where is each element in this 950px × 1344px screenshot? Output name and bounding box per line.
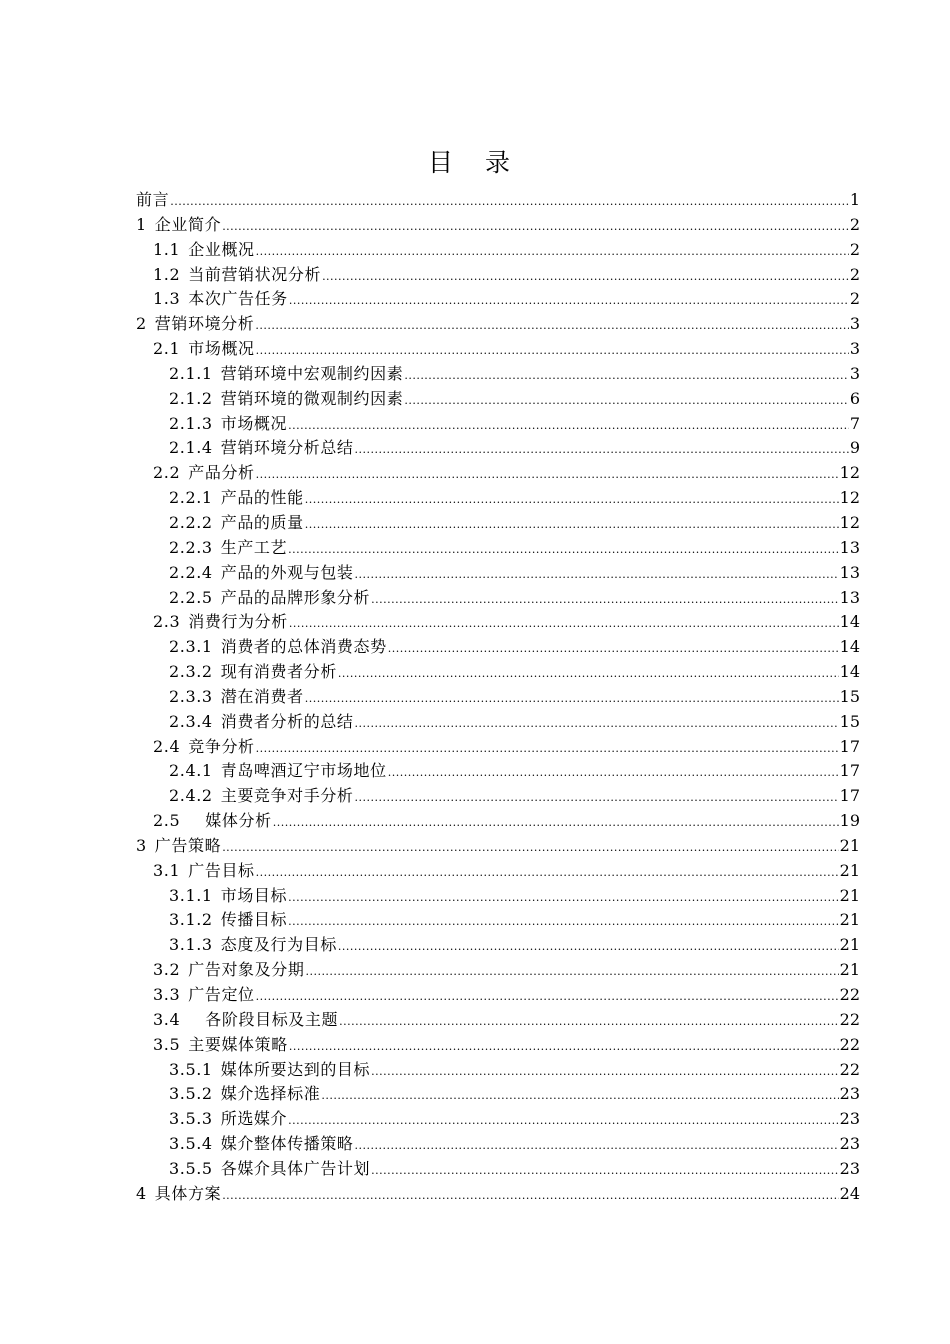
toc-entry-label	[169, 635, 387, 660]
toc-entry-page-number: 22	[839, 1059, 860, 1079]
toc-entry-title: 各媒介具体广告计划	[220, 1158, 371, 1178]
toc-entry-number: 2.2.4	[169, 562, 213, 582]
toc-dot-leader	[256, 861, 839, 886]
toc-entry-title: 产品的质量	[220, 512, 304, 532]
toc-entry-label	[169, 436, 354, 461]
toc-dot-leader	[388, 761, 839, 786]
toc-entry-number: 1.2	[153, 264, 181, 284]
toc-entry-title: 所选媒介	[220, 1109, 288, 1129]
toc-entry-page-number: 13	[839, 537, 860, 557]
toc-entry-label	[169, 1082, 320, 1107]
toc-entry-number: 2.2.3	[169, 537, 213, 557]
toc-entry-page-number: 22	[839, 1034, 860, 1054]
table-of-contents	[136, 188, 860, 1207]
toc-entry-title: 市场概况	[188, 339, 255, 359]
toc-entry-label	[169, 1107, 287, 1132]
toc-entry-2-1-2[interactable]	[136, 387, 860, 412]
toc-entry-number: 3.3	[153, 985, 181, 1004]
toc-entry-number: 2.2.1	[169, 488, 213, 508]
toc-entry-number: 3.5.1	[169, 1059, 213, 1079]
toc-entry-label	[153, 1008, 338, 1033]
toc-entry-number: 2.1	[153, 339, 181, 359]
toc-entry-page-number: 3	[849, 339, 860, 359]
toc-dot-leader	[289, 289, 849, 314]
toc-entry-page-number: 2	[849, 239, 860, 259]
toc-dot-leader	[321, 1084, 838, 1109]
toc-entry-3-1-1[interactable]	[136, 884, 860, 909]
toc-entry-number: 2.4.2	[169, 786, 213, 806]
toc-entry-2-4-1[interactable]	[136, 759, 860, 784]
toc-dot-leader	[256, 463, 839, 488]
toc-entry-title: 媒介选择标准	[220, 1084, 321, 1104]
toc-entry-title: 广告策略	[154, 835, 222, 855]
toc-entry-page-number: 15	[839, 686, 860, 706]
toc-entry-3-1-3[interactable]	[136, 933, 860, 958]
toc-entry-page-number: 14	[839, 662, 860, 682]
toc-entry-number: 1.3	[153, 289, 181, 309]
toc-entry-page-number: 17	[839, 761, 860, 781]
toc-entry-title: 媒体分析	[188, 811, 272, 831]
toc-entry-label	[169, 685, 304, 710]
toc-entry-page-number: 14	[839, 612, 860, 632]
toc-dot-leader	[355, 563, 839, 588]
toc-entry-title: 传播目标	[220, 910, 288, 930]
toc-entry-2-3-1[interactable]	[136, 635, 860, 660]
toc-entry-number: 3.5.4	[169, 1134, 213, 1154]
toc-entry-2-2-2[interactable]	[136, 511, 860, 536]
toc-entry-2-2-3[interactable]	[136, 536, 860, 561]
toc-entry-number: 2.3.1	[169, 637, 213, 657]
toc-entry-page-number: 21	[839, 910, 860, 930]
toc-entry-label	[153, 859, 255, 884]
toc-entry-title: 本次广告任务	[188, 289, 288, 309]
toc-dot-leader	[288, 910, 839, 935]
toc-entry-number: 2.4.1	[169, 761, 213, 781]
toc-entry-number: 3.1	[153, 860, 181, 880]
toc-dot-leader	[170, 190, 849, 215]
toc-dot-leader	[338, 662, 839, 687]
toc-entry-title: 消费行为分析	[188, 612, 288, 632]
toc-entry-number: 3.5.3	[169, 1109, 213, 1129]
toc-entry-number: 3.2	[153, 960, 181, 980]
toc-entry-page-number: 23	[839, 1109, 860, 1129]
toc-entry-2-4[interactable]	[136, 735, 860, 760]
toc-entry-page-number: 21	[839, 960, 860, 980]
toc-entry-label	[169, 362, 403, 387]
toc-dot-leader	[305, 488, 839, 513]
toc-entry-preface[interactable]	[136, 188, 860, 213]
toc-entry-3[interactable]	[136, 834, 860, 859]
toc-entry-label	[169, 511, 304, 536]
toc-entry-label	[169, 660, 337, 685]
toc-entry-label	[153, 735, 255, 760]
toc-entry-label	[169, 561, 354, 586]
toc-entry-title: 营销环境分析总结	[220, 438, 354, 458]
toc-entry-number: 1	[136, 214, 147, 234]
toc-entry-2-3-2[interactable]	[136, 660, 860, 685]
toc-entry-title: 广告定位	[188, 985, 255, 1004]
toc-entry-title: 具体方案	[154, 1183, 222, 1203]
toc-dot-leader	[256, 339, 849, 364]
toc-entry-title: 当前营销状况分析	[188, 264, 322, 284]
toc-entry-label	[136, 1182, 221, 1207]
toc-entry-page-number: 12	[839, 463, 860, 483]
toc-entry-3-5-2[interactable]	[136, 1082, 860, 1107]
toc-entry-label	[169, 1132, 354, 1157]
toc-entry-3-5-4[interactable]	[136, 1132, 860, 1157]
toc-entry-2-3-4[interactable]	[136, 710, 860, 735]
toc-entry-3-5-5[interactable]	[136, 1157, 860, 1182]
toc-entry-2-2-1[interactable]	[136, 486, 860, 511]
toc-entry-page-number: 24	[839, 1183, 860, 1203]
toc-entry-number: 3	[136, 835, 147, 855]
toc-title: 目 录	[428, 148, 522, 177]
toc-entry-2-1[interactable]	[136, 337, 860, 362]
toc-dot-leader	[255, 314, 848, 339]
toc-dot-leader	[404, 364, 848, 389]
toc-dot-leader	[222, 836, 838, 861]
toc-entry-page-number: 17	[839, 786, 860, 806]
toc-entry-1[interactable]	[136, 213, 860, 238]
toc-entry-number: 2	[136, 314, 147, 334]
toc-entry-page-number: 23	[839, 1158, 860, 1178]
toc-entry-number: 3.1.1	[169, 885, 213, 905]
toc-entry-page-number: 21	[839, 835, 860, 855]
toc-dot-leader	[339, 1010, 839, 1035]
toc-entry-2-1-4[interactable]	[136, 436, 860, 461]
toc-entry-4[interactable]	[136, 1182, 860, 1207]
toc-entry-number: 2.1.1	[169, 363, 213, 383]
toc-entry-number: 2.2	[153, 463, 181, 483]
toc-entry-page-number: 3	[849, 363, 860, 383]
toc-entry-label	[169, 908, 287, 933]
toc-dot-leader	[355, 786, 839, 811]
toc-entry-number: 3.5.5	[169, 1158, 213, 1178]
toc-entry-page-number: 17	[839, 736, 860, 756]
toc-entry-number: 3.1.3	[169, 935, 213, 955]
toc-entry-title: 消费者分析的总结	[220, 711, 354, 731]
toc-entry-title: 产品的外观与包装	[220, 562, 354, 582]
toc-dot-leader	[355, 712, 839, 737]
toc-dot-leader	[222, 1184, 838, 1209]
toc-entry-page-number: 1	[849, 190, 860, 209]
toc-entry-number: 2.3.3	[169, 686, 213, 706]
toc-entry-label	[153, 461, 255, 486]
toc-entry-1-3[interactable]	[136, 287, 860, 312]
toc-entry-title: 产品的品牌形象分析	[220, 587, 371, 607]
toc-dot-leader	[305, 687, 839, 712]
toc-entry-number: 2.3	[153, 612, 181, 632]
toc-entry-title: 主要竞争对手分析	[220, 786, 354, 806]
toc-entry-label	[169, 586, 370, 611]
toc-entry-label	[153, 1033, 288, 1058]
toc-entry-label	[153, 610, 288, 635]
toc-entry-number: 3.1.2	[169, 910, 213, 930]
toc-entry-number: 2.2.5	[169, 587, 213, 607]
toc-dot-leader	[355, 1134, 839, 1159]
toc-entry-number: 2.4	[153, 736, 181, 756]
toc-entry-page-number: 21	[839, 860, 860, 880]
toc-entry-number: 3.4	[153, 1009, 181, 1029]
toc-entry-label	[169, 784, 354, 809]
toc-entry-label	[169, 933, 337, 958]
toc-dot-leader	[256, 737, 839, 762]
toc-entry-label	[169, 884, 287, 909]
toc-entry-title: 生产工艺	[220, 537, 288, 557]
toc-dot-leader	[288, 886, 839, 911]
toc-entry-page-number: 6	[849, 388, 860, 408]
toc-entry-title: 市场目标	[220, 885, 288, 905]
toc-entry-page-number: 13	[839, 587, 860, 607]
toc-entry-title: 产品的性能	[220, 488, 304, 508]
toc-entry-label	[169, 710, 354, 735]
toc-entry-page-number: 23	[839, 1084, 860, 1104]
toc-dot-leader	[371, 588, 839, 613]
toc-entry-1-2[interactable]	[136, 263, 860, 288]
toc-dot-leader	[371, 1159, 839, 1184]
toc-entry-2-2[interactable]	[136, 461, 860, 486]
toc-dot-leader	[288, 1109, 839, 1134]
toc-dot-leader	[371, 1060, 839, 1085]
toc-entry-number: 2.1.3	[169, 413, 213, 433]
toc-entry-title: 媒介整体传播策略	[220, 1134, 354, 1154]
toc-entry-label	[153, 263, 321, 288]
toc-entry-title: 市场概况	[220, 413, 288, 433]
toc-dot-leader	[289, 612, 839, 637]
toc-entry-title: 态度及行为目标	[220, 935, 337, 955]
toc-entry-title: 广告目标	[188, 860, 255, 880]
toc-entry-title: 营销环境的微观制约因素	[220, 388, 404, 408]
toc-entry-label	[169, 759, 387, 784]
toc-entry-title: 媒体所要达到的目标	[220, 1059, 371, 1079]
toc-dot-leader	[338, 935, 839, 960]
toc-entry-page-number: 2	[849, 214, 860, 234]
toc-entry-2-2-5[interactable]	[136, 586, 860, 611]
toc-dot-leader	[388, 637, 839, 662]
toc-entry-page-number: 23	[839, 1134, 860, 1154]
toc-entry-title: 竞争分析	[188, 736, 255, 756]
toc-dot-leader	[288, 538, 839, 563]
toc-dot-leader	[404, 389, 848, 414]
toc-entry-page-number: 12	[839, 488, 860, 508]
toc-dot-leader	[222, 215, 849, 240]
toc-entry-title: 主要媒体策略	[188, 1034, 288, 1054]
toc-entry-number: 2.1.4	[169, 438, 213, 458]
toc-entry-page-number: 7	[849, 413, 860, 433]
toc-entry-title: 前言	[136, 190, 170, 209]
toc-entry-3-4[interactable]	[136, 1008, 860, 1033]
toc-entry-label	[153, 958, 304, 983]
toc-entry-page-number: 21	[839, 885, 860, 905]
toc-entry-title: 各阶段目标及主题	[188, 1009, 339, 1029]
toc-entry-2-3-3[interactable]	[136, 685, 860, 710]
toc-entry-3-5-3[interactable]	[136, 1107, 860, 1132]
toc-entry-3-1-2[interactable]	[136, 908, 860, 933]
toc-entry-label	[153, 238, 255, 263]
toc-entry-number: 3.5	[153, 1034, 181, 1054]
toc-entry-label	[153, 337, 255, 362]
toc-entry-label	[169, 387, 403, 412]
toc-entry-page-number: 3	[849, 314, 860, 334]
toc-entry-title: 广告对象及分期	[188, 960, 305, 980]
toc-entry-number: 2.3.2	[169, 662, 213, 682]
toc-entry-2-1-1[interactable]	[136, 362, 860, 387]
toc-entry-page-number: 12	[839, 512, 860, 532]
toc-entry-page-number: 21	[839, 935, 860, 955]
toc-entry-number: 2.2.2	[169, 512, 213, 532]
toc-entry-3-2[interactable]	[136, 958, 860, 983]
toc-entry-title: 营销环境中宏观制约因素	[220, 363, 404, 383]
toc-entry-2-5[interactable]	[136, 809, 860, 834]
toc-dot-leader	[322, 265, 849, 290]
toc-entry-page-number: 2	[849, 264, 860, 284]
toc-entry-label	[169, 412, 287, 437]
toc-entry-title: 企业概况	[188, 239, 255, 259]
toc-entry-label	[136, 188, 169, 213]
toc-entry-2[interactable]	[136, 312, 860, 337]
toc-dot-leader	[305, 960, 838, 985]
toc-entry-number: 1.1	[153, 239, 181, 259]
toc-dot-leader	[256, 985, 839, 1010]
toc-entry-page-number: 13	[839, 562, 860, 582]
toc-entry-label	[136, 213, 221, 238]
toc-entry-page-number: 14	[839, 637, 860, 657]
toc-entry-label	[136, 834, 221, 859]
toc-entry-number: 2.1.2	[169, 388, 213, 408]
toc-entry-page-number: 19	[839, 811, 860, 831]
toc-entry-2-1-3[interactable]	[136, 412, 860, 437]
toc-entry-title: 青岛啤酒辽宁市场地位	[220, 761, 387, 781]
toc-entry-number: 2.5	[153, 811, 181, 831]
toc-entry-label	[169, 536, 287, 561]
toc-entry-number: 3.5.2	[169, 1084, 213, 1104]
toc-entry-page-number: 2	[849, 289, 860, 309]
toc-entry-label	[153, 983, 255, 1008]
toc-entry-title: 营销环境分析	[154, 314, 255, 334]
toc-entry-page-number: 22	[839, 985, 860, 1004]
toc-entry-label	[153, 809, 272, 834]
toc-entry-3-5-1[interactable]	[136, 1058, 860, 1083]
toc-entry-title: 产品分析	[188, 463, 255, 483]
toc-dot-leader	[288, 414, 849, 439]
toc-dot-leader	[305, 513, 839, 538]
toc-dot-leader	[256, 240, 849, 265]
toc-entry-number: 4	[136, 1183, 147, 1203]
toc-entry-3-5[interactable]	[136, 1033, 860, 1058]
toc-entry-title: 消费者的总体消费态势	[220, 637, 387, 657]
toc-entry-2-4-2[interactable]	[136, 784, 860, 809]
toc-entry-title: 潜在消费者	[220, 686, 304, 706]
toc-dot-leader	[355, 438, 849, 463]
toc-entry-1-1[interactable]	[136, 238, 860, 263]
toc-entry-title: 现有消费者分析	[220, 662, 337, 682]
toc-entry-number: 2.3.4	[169, 711, 213, 731]
toc-entry-label	[169, 486, 304, 511]
toc-entry-label	[169, 1157, 370, 1182]
toc-entry-page-number: 15	[839, 711, 860, 731]
toc-entry-2-2-4[interactable]	[136, 561, 860, 586]
toc-entry-title: 企业简介	[154, 214, 222, 234]
toc-entry-label	[136, 312, 254, 337]
toc-entry-2-3[interactable]	[136, 610, 860, 635]
toc-entry-3-1[interactable]	[136, 859, 860, 884]
toc-entry-page-number: 22	[839, 1009, 860, 1029]
toc-entry-label	[153, 287, 288, 312]
toc-entry-page-number: 9	[849, 438, 860, 458]
toc-entry-3-3[interactable]	[136, 983, 860, 1008]
toc-dot-leader	[273, 811, 839, 836]
toc-entry-label	[169, 1058, 370, 1083]
toc-dot-leader	[289, 1035, 839, 1060]
